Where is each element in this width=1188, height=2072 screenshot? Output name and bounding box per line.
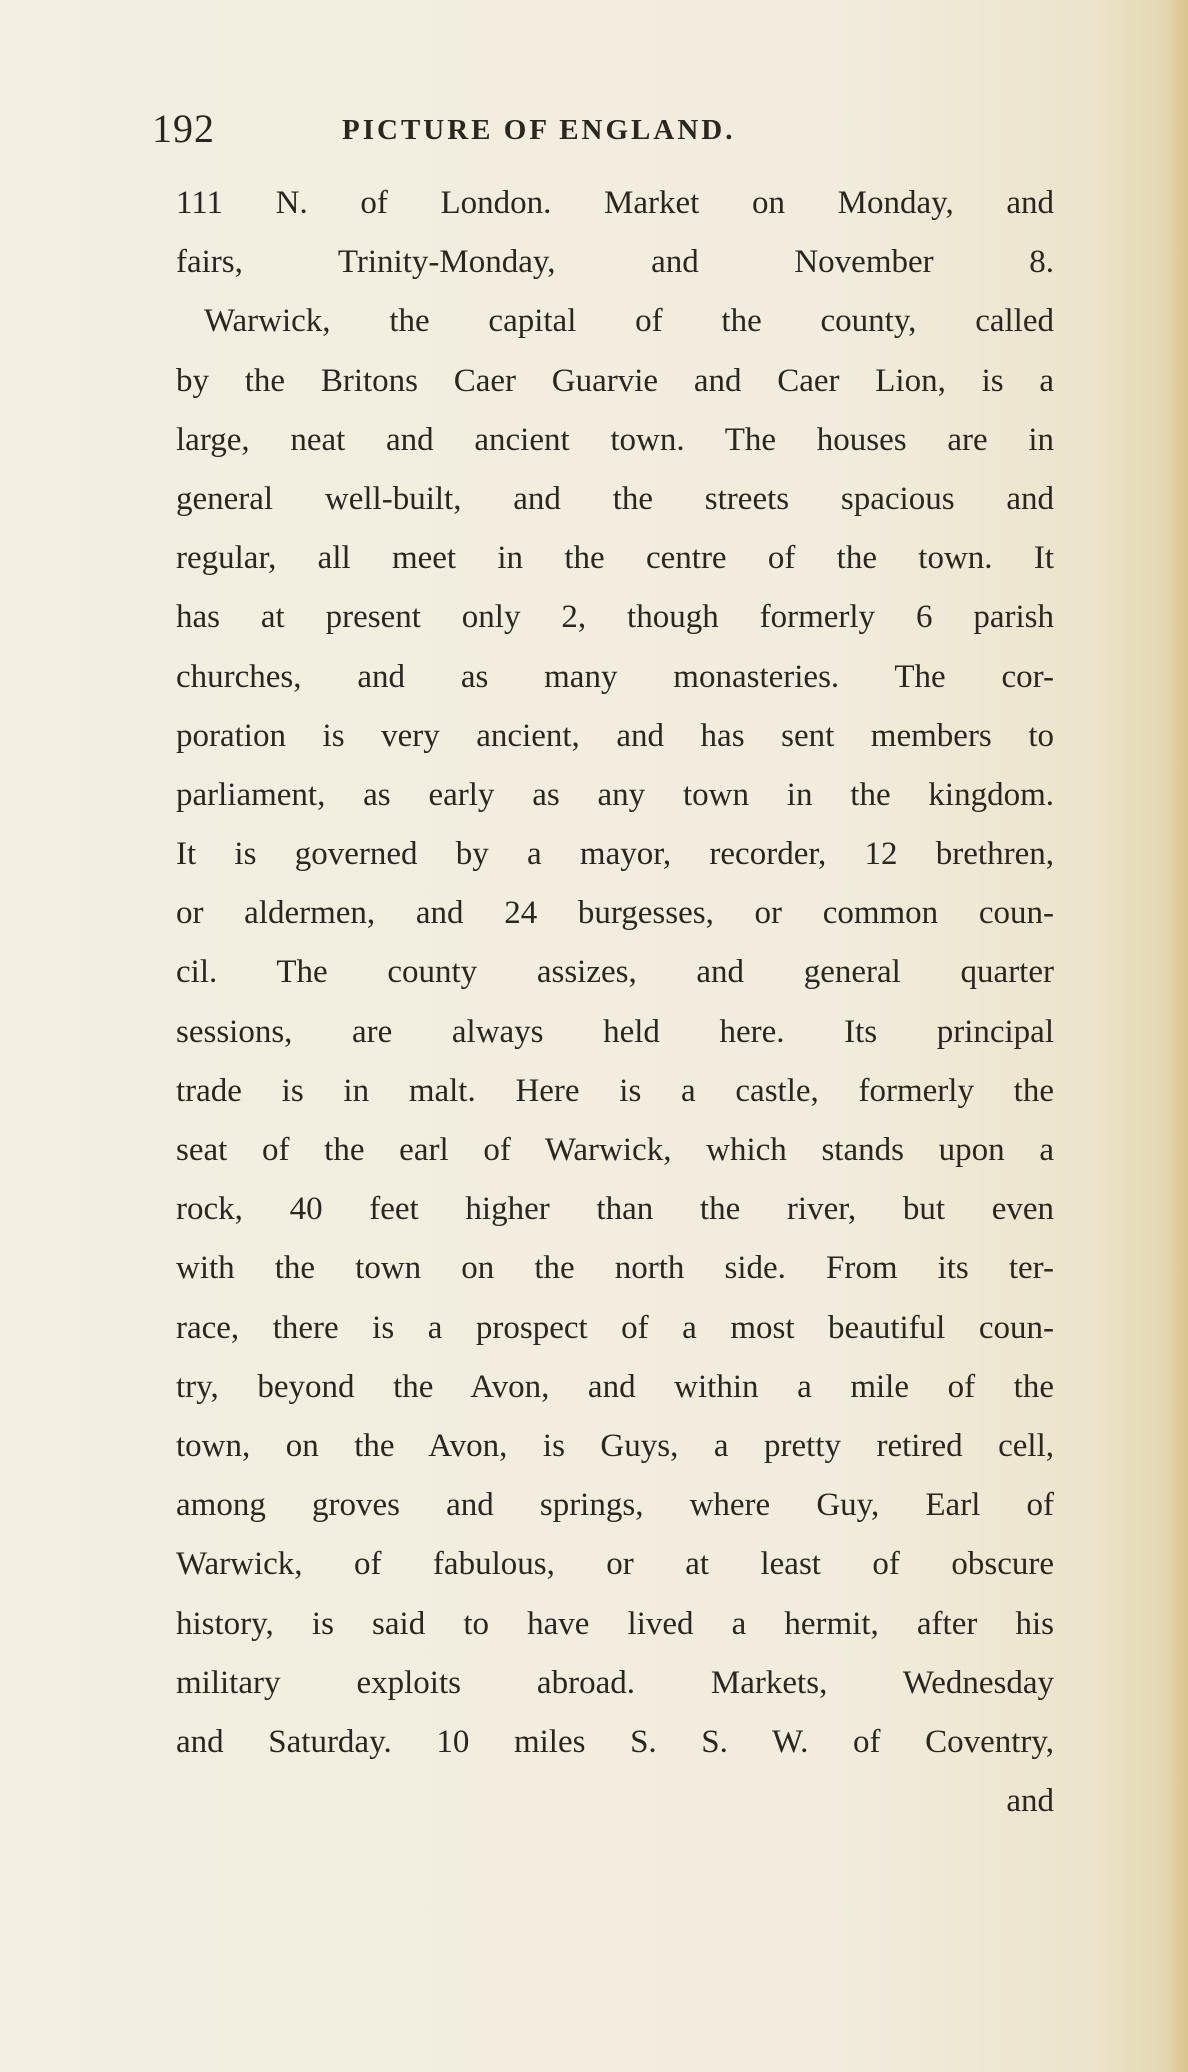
text-line: race, there is a prospect of a most beautiful coun- (176, 1309, 1054, 1346)
text-line: or aldermen, and 24 burgesses, or common coun- (176, 895, 1054, 932)
running-head: PICTURE OF ENGLAND. (342, 114, 736, 146)
text-line: regular, all meet in the centre of the town. It (176, 540, 1054, 577)
text-line: try, beyond the Avon, and within a mile of the (176, 1368, 1054, 1405)
text-line: Warwick, of fabulous, or at least of obscure (176, 1546, 1054, 1583)
text-line: by the Britons Caer Guarvie and Caer Lion, is a (176, 362, 1054, 399)
text-line: large, neat and ancient town. The houses are in (176, 421, 1054, 458)
page-header (152, 104, 1032, 154)
text-line: rock, 40 feet higher than the river, but even (176, 1191, 1054, 1228)
text-line: history, is said to have lived a hermit, after his (176, 1605, 1054, 1642)
catchword: and (1006, 1783, 1054, 1820)
text-line: It is governed by a mayor, recorder, 12 brethren, (176, 836, 1054, 873)
body-text (176, 174, 1054, 1831)
text-line: fairs, Trinity-Monday, and November 8. (176, 244, 1054, 281)
text-line: sessions, are always held here. Its principal (176, 1013, 1054, 1050)
page-number: 192 (152, 106, 215, 151)
text-line: cil. The county assizes, and general quarter (176, 954, 1054, 991)
text-line: military exploits abroad. Markets, Wednesday (176, 1664, 1054, 1701)
text-line: has at present only 2, though formerly 6 parish (176, 599, 1054, 636)
text-line: with the town on the north side. From its ter- (176, 1250, 1054, 1287)
text-line: Warwick, the capital of the county, called (204, 303, 1054, 340)
text-line: among groves and springs, where Guy, Earl of (176, 1487, 1054, 1524)
text-line: 111 N. of London. Market on Monday, and (176, 185, 1054, 221)
text-line: churches, and as many monasteries. The cor- (176, 658, 1054, 695)
text-line: parliament, as early as any town in the kingdom. (176, 776, 1054, 813)
page-edge (1166, 0, 1188, 2072)
text-line: and Saturday. 10 miles S. S. W. of Coventry, (176, 1723, 1054, 1760)
text-line: town, on the Avon, is Guys, a pretty retired cell, (176, 1427, 1054, 1464)
text-line: trade is in malt. Here is a castle, formerly the (176, 1072, 1054, 1109)
text-line: general well-built, and the streets spacious and (176, 480, 1054, 517)
text-line: poration is very ancient, and has sent members to (176, 717, 1054, 754)
text-line: seat of the earl of Warwick, which stands upon a (176, 1132, 1054, 1168)
